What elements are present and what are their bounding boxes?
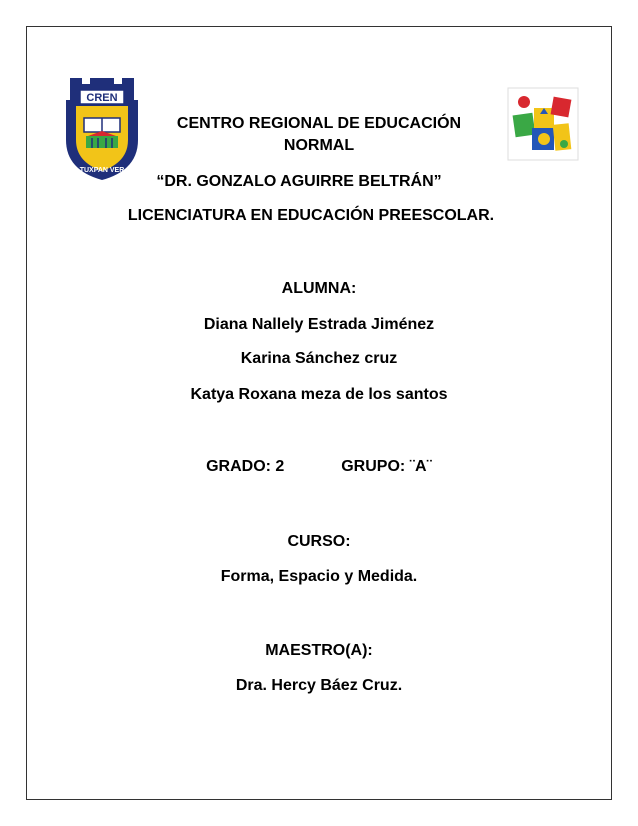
program-title: LICENCIATURA EN EDUCACIÓN PREESCOLAR. [127, 207, 495, 224]
cren-logo-text: CREN [86, 92, 118, 104]
institution-subtitle: “DR. GONZALO AGUIRRE BELTRÁN” [156, 173, 442, 190]
institution-name-line1: CENTRO REGIONAL DE EDUCACIÓN [176, 115, 462, 132]
student-name-2: Karina Sánchez cruz [240, 350, 398, 367]
grade-row [0, 458, 638, 476]
student-name-3: Katya Roxana meza de los santos [190, 386, 448, 403]
teacher-label: MAESTRO(A): [265, 642, 373, 659]
students-label: ALUMNA: [281, 280, 357, 297]
group-label: GRUPO: ¨A¨ [341, 458, 432, 475]
teacher-name: Dra. Hercy Báez Cruz. [235, 677, 403, 694]
student-name-1: Diana Nallely Estrada Jiménez [203, 316, 435, 333]
cren-logo-ring-text: TUXPAN VER [79, 167, 125, 174]
grade-label: GRADO: 2 [206, 458, 285, 475]
course-name: Forma, Espacio y Medida. [220, 568, 418, 585]
course-label: CURSO: [287, 533, 351, 550]
institution-name-line2: NORMAL [283, 137, 355, 154]
